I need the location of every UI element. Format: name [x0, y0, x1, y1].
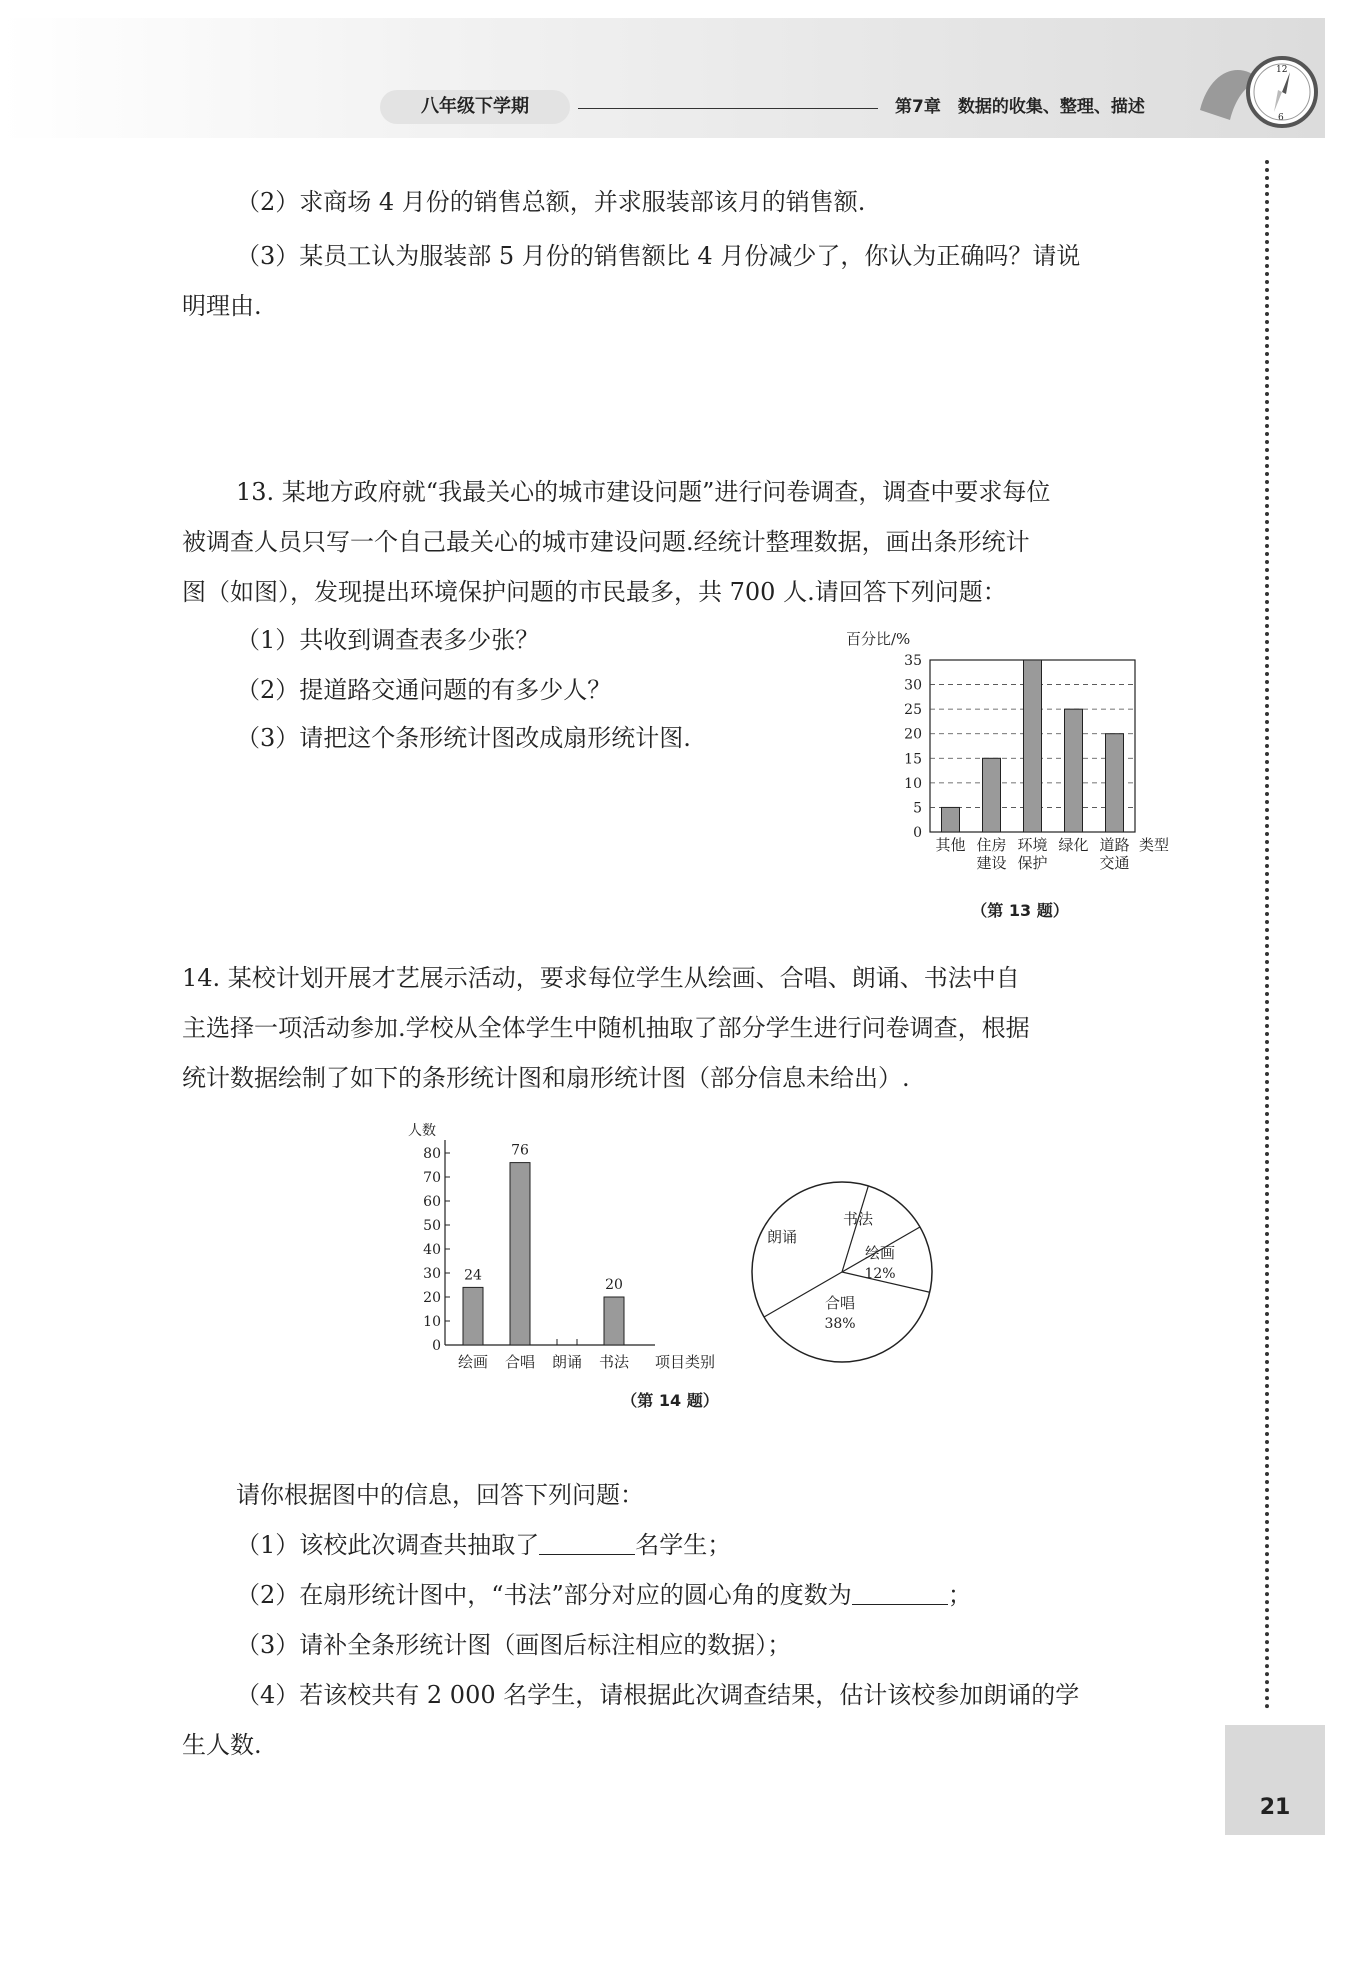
q14-sub2 — [236, 1575, 972, 1610]
q13-line3: 图（如图），发现提出环境保护问题的市民最多，共 700 人.请回答下列问题： — [182, 578, 1007, 606]
q13-y-tick-label: 10 — [904, 775, 922, 792]
q14-bar-绘画 — [463, 1287, 483, 1345]
q13-x-tick-label: 交通 — [1099, 854, 1130, 872]
q14-y-tick-label: 40 — [423, 1242, 441, 1258]
q14-pie-slice-label: 绘画 — [864, 1244, 896, 1262]
q14-data-label: 20 — [605, 1277, 623, 1293]
q14-x-tick-label: 朗诵 — [551, 1353, 583, 1371]
q14-pie-slice-label: 朗诵 — [766, 1228, 798, 1246]
q14-y-tick-label: 70 — [423, 1170, 441, 1186]
q14-sub1-suffix: 名学生； — [635, 1531, 732, 1559]
q13-sub1: （1）共收到调查表多少张？ — [236, 626, 540, 654]
q14-sub4-line1: （4）若该校共有 2 000 名学生，请根据此次调查结果，估计该校参加朗诵的学 — [236, 1681, 1080, 1709]
q14-pie-slice-label: 书法 — [842, 1210, 874, 1228]
q13-x-tick-label: 建设 — [976, 854, 1007, 872]
q13-sub2: （2）提道路交通问题的有多少人？ — [236, 676, 612, 704]
q13-x-tick-label: 其他 — [935, 836, 966, 854]
q13-y-tick-label: 30 — [904, 677, 922, 694]
q14-pie-slice-percent: 38% — [824, 1316, 856, 1332]
q12-sub2: （2）求商场 4 月份的销售总额，并求服装部该月的销售额. — [236, 188, 866, 216]
q14-sub1-text: （1）该校此次调查共抽取了 — [236, 1531, 540, 1559]
q14-line1: 14. 某校计划开展才艺展示活动，要求每位学生从绘画、合唱、朗诵、书法中自 — [182, 964, 1020, 992]
q14-sub4-line2: 生人数. — [182, 1731, 262, 1759]
q13-sub3: （3）请把这个条形统计图改成扇形统计图. — [236, 724, 691, 752]
q13-line1: 13. 某地方政府就“我最关心的城市建设问题”进行问卷调查，调查中要求每位 — [236, 478, 1051, 506]
q14-y-tick-label: 80 — [423, 1146, 441, 1162]
q13-y-axis-label: 百分比/% — [846, 630, 911, 648]
q13-y-tick-label: 25 — [904, 702, 922, 719]
q14-y-tick-label: 50 — [423, 1218, 441, 1234]
q14-bar-书法 — [604, 1297, 624, 1345]
q14-y-tick-label: 60 — [423, 1194, 441, 1210]
compass-icon — [1190, 40, 1320, 140]
q14-x-tick-label: 绘画 — [457, 1353, 489, 1371]
q14-sub3: （3）请补全条形统计图（画图后标注相应的数据）； — [236, 1631, 792, 1659]
q14-y-axis-label: 人数 — [408, 1123, 436, 1139]
q13-y-tick-label: 35 — [904, 653, 922, 669]
q14-pie-slice-label: 合唱 — [824, 1294, 856, 1312]
q14-x-tick-label: 合唱 — [504, 1353, 536, 1371]
q14-line2: 主选择一项活动参加.学校从全体学生中随机抽取了部分学生进行问卷调查，根据 — [182, 1014, 1030, 1042]
header-band — [0, 18, 1325, 138]
q14-y-tick-label: 10 — [423, 1314, 441, 1330]
header-rule — [578, 108, 878, 109]
q13-bar-住房建设 — [983, 758, 1001, 832]
q14-pie-slice-percent: 12% — [864, 1266, 896, 1282]
svg-text:6: 6 — [1278, 113, 1284, 123]
q14-sub2-text: （2）在扇形统计图中，“书法”部分对应的圆心角的度数为 — [236, 1581, 852, 1609]
q14-data-label: 24 — [464, 1267, 482, 1284]
q13-y-tick-label: 5 — [913, 800, 922, 817]
page-number: 21 — [1259, 1795, 1291, 1820]
q14-x-tick-label: 书法 — [598, 1353, 630, 1371]
q13-x-axis-label: 类型 — [1139, 836, 1170, 854]
q14-sub1 — [236, 1525, 731, 1560]
q13-bar-chart — [830, 620, 1200, 890]
q14-pie-chart — [750, 1180, 950, 1380]
q13-bar-道路交通 — [1106, 734, 1124, 832]
q13-x-tick-label: 道路 — [1099, 836, 1130, 854]
q13-bar-环境保护 — [1024, 660, 1042, 832]
margin-dotted-line — [1265, 160, 1269, 1710]
q12-sub3-line1: （3）某员工认为服装部 5 月份的销售额比 4 月份减少了，你认为正确吗？请说 — [236, 242, 1081, 270]
q14-sub2-blank[interactable] — [852, 1580, 948, 1605]
q13-bar-绿化 — [1065, 709, 1083, 832]
svg-text:12: 12 — [1276, 65, 1288, 75]
q14-line3: 统计数据绘制了如下的条形统计图和扇形统计图（部分信息未给出）. — [182, 1064, 910, 1092]
header-grade-title: 八年级下学期 — [380, 90, 570, 124]
q13-y-tick-label: 15 — [904, 751, 922, 768]
q14-bar-chart — [400, 1115, 740, 1375]
q14-y-tick-label: 20 — [423, 1290, 441, 1306]
q14-y-tick-label: 0 — [432, 1338, 441, 1354]
q13-x-tick-label: 环境 — [1017, 836, 1048, 854]
q14-sub2-suffix: ； — [947, 1581, 972, 1609]
q13-y-tick-label: 0 — [913, 825, 922, 841]
q13-line2: 被调查人员只写一个自己最关心的城市建设问题.经统计整理数据，画出条形统计 — [182, 528, 1030, 556]
q12-sub3-line2: 明理由. — [182, 292, 262, 320]
q14-x-axis-label: 项目类别 — [655, 1353, 716, 1371]
q14-y-tick-label: 30 — [423, 1266, 441, 1282]
header-chapter-title: 第7章 数据的收集、整理、描述 — [895, 97, 1145, 117]
q13-caption: （第 13 题） — [971, 901, 1069, 920]
q13-x-tick-label: 保护 — [1017, 854, 1048, 872]
q14-sub1-blank[interactable] — [539, 1530, 635, 1555]
q13-x-tick-label: 绿化 — [1058, 836, 1089, 854]
q13-bar-其他 — [942, 807, 960, 832]
q14-data-label: 76 — [511, 1142, 529, 1159]
q13-x-tick-label: 住房 — [976, 836, 1007, 854]
q14-bar-合唱 — [510, 1163, 530, 1345]
q13-y-tick-label: 20 — [904, 726, 922, 743]
q14-prompt: 请你根据图中的信息，回答下列问题： — [236, 1481, 644, 1509]
q14-caption: （第 14 题） — [621, 1391, 719, 1410]
